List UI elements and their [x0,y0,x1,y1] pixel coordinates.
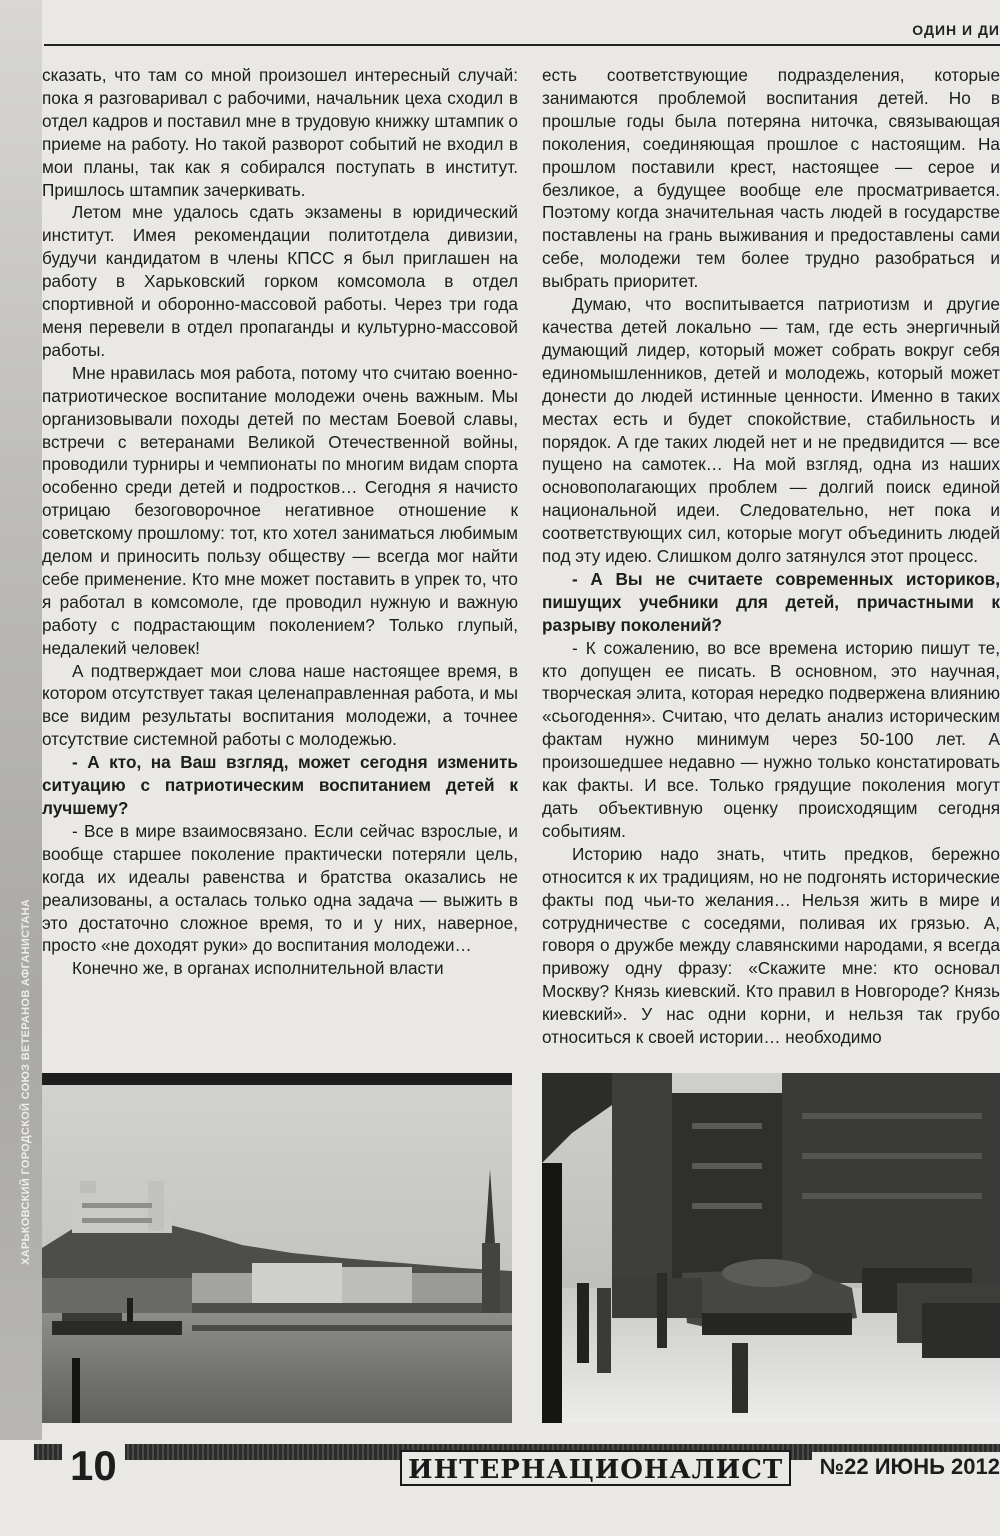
section-title: ОДИН И ДИ [912,22,1000,38]
left-column [42,64,518,1064]
paragraph: есть соответствующие подразделения, которые занимаются проблемой воспитания детей. Но в прошлые годы была потеряна ниточка, связывающая поколения, соединяющая прошлое с настоящим. На прошлом поставили крест, настоящее — серое и безликое, а будущее вообще еле просматривается. Поэтому когда значительная часть людей в государстве поставлены на грань выживания и предоставлены сами себе, молодежи тем более трудно разобраться и выбрать приоритет. [542,65,1000,292]
right-column [542,64,1000,1064]
paragraph: Летом мне удалось сдать экзамены в юридический институт. Имея рекомендации политотдела дивизии, будучи кандидатом в члены КПСС я был приглашен на работу в Харьковский горком комсомола в отдел спортивной и оборонно-массовой работы. Через три года меня перевели в отдел пропаганды и культурно-массовой работы. [42,202,518,360]
issue-number: №22 ИЮНЬ 2012 [812,1452,1000,1482]
paragraph: Конечно же, в органах исполнительной власти [72,958,444,979]
page-footer [0,1440,1000,1536]
paragraph: Думаю, что воспитывается патриотизм и другие качества детей локально — там, где есть энергичный думающий лидер, который может собрать вокруг себя единомышленников, детей и молодежь, который может донести до людей истинные ценности. Именно в таких местах есть и будет спокойствие, стабильность и порядок. А где таких людей нет и не предвидится — все пущено на самотек… На мой взгляд, одна из наших основополагающих проблем — долгий поиск единой национальной идеи. Следовательно, нет пока и соответствующих сил, которые могут объединить людей под эту идею. Слишком долго затянулся этот процесс. [542,294,1000,567]
magazine-masthead: ИНТЕРНАЦИОНАЛИСТ [400,1450,791,1486]
paragraph: - К сожалению, во все времена историю пишут те, кто допущен ее писать. В основном, это научная, творческая элита, которая нередко подвержена влиянию «сьогодення». Считаю, что делать анализ историческим фактам нужно минимум через 50-100 лет. А произошедшее недавно — нужно только констатировать как факты. И все. Только грядущие поколения могут дать объективную оценку происходящим сегодня событиям. [542,637,1000,841]
side-strip [0,0,42,1440]
castle-riverside-image [42,1073,512,1423]
paragraph: Историю надо знать, чтить предков, бережно относится к их традициям, но не подгонять исторические факты под чьи-то желания… Нельзя жить в мире и сотрудничестве с соседями, поливая их грязью. А, говоря о дружбе между славянскими народами, я всегда привожу одну фразу: «Скажите мне: кто основал Москву? Князь киевский. Кто правил в Новгороде? Князь киевский». У нас одни корни, и нельзя так грубо относиться к своей истории… необходимо [542,843,1000,1048]
photo-bratislava-castle [42,1073,512,1423]
paragraph: Мне нравилась моя работа, потому что считаю военно-патриотическое воспитание молодежи очень важным. Мы организовывали походы детей по местам Боевой славы, встречи с ветеранами Великой Отечественной войны, проводили турниры и чемпионаты по многим видам спорта особенно среди детей и подростков… Сегодня я начисто отрицаю безоговорочное негативное отношение к советскому прошлому: тот, кто хотел заниматься любимым делом и приносить пользу обществу — всегда мог найти себе применение. Кто мне может поставить в упрек то, что я работал в комсомоле, где проводил нужную и важную работу с подрастающим поколением? Только глупый, недалекий человек! [42,362,518,658]
interview-question: - А кто, на Ваш взгляд, может сегодня изменить ситуацию с патриотическим воспитанием детей к лучшему? [42,752,518,818]
paragraph: сказать, что там со мной произошел интересный случай: пока я разговаривал с рабочими, начальник цеха сходил в отдел кадров и поставил мне в трудовую книжку штампик о приеме на работу. Но такой разворот событий не входил в мои планы, так как я собирался поступать в институт. Пришлось штампик зачеркивать. [42,65,518,200]
side-vertical-caption: ХАРЬКОВСКИЙ ГОРОДСКОЙ СОЮЗ ВЕТЕРАНОВ АФГАНИСТАНА [20,898,32,1265]
page-number: 10 [62,1444,125,1488]
interview-question: - А Вы не считаете современных историков, пишущих учебники для детей, причастными к разрыву поколений? [542,568,1000,635]
photo-street-tanks [542,1073,1000,1423]
paragraph: - Все в мире взаимосвязано. Если сейчас взрослые, и вообще старшее поколение практически потеряли цель, когда их идеалы равенства и братства оказались не реализованы, а осталась только одна задача — выжить в это достаточно сложное время, то и у них, наверное, просто «не доходят руки» до воспитания молодежи… [42,820,518,956]
paragraph: А подтверждает мои слова наше настоящее время, в котором отсутствует такая целенаправленная работа, и мы все видим результаты воспитания молодежи, а точнее отсутствие системной работы с молодежью. [42,660,518,750]
top-rule [44,44,1000,46]
tanks-street-image [542,1073,1000,1423]
